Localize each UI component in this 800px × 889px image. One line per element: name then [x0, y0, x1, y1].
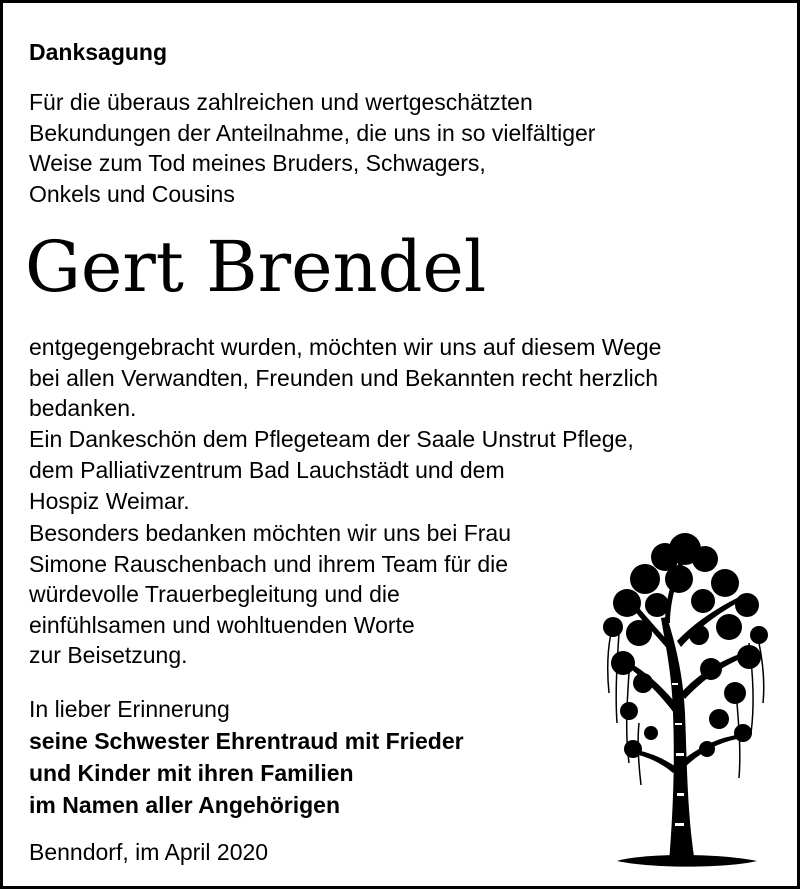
place-date: Benndorf, im April 2020 [29, 839, 269, 865]
thanks-line: Ein Dankeschön dem Pflegeteam der Saale Unstrut Pflege, [29, 426, 634, 453]
intro-line: Bekundungen der Anteilnahme, die uns in so vielfältiger [29, 119, 596, 146]
deceased-name: Gert Brendel [25, 226, 487, 308]
special-thanks-line: zur Beisetzung. [29, 642, 188, 668]
intro-paragraph [29, 87, 595, 209]
birch-tree-icon [599, 523, 771, 875]
signature-line: und Kinder mit ihren Familien [29, 760, 354, 786]
special-thanks-paragraph [29, 518, 511, 671]
intro-line: Für die überaus zahlreichen und wertgeschätzten [29, 89, 533, 115]
special-thanks-line: einfühlsamen und wohltuenden Worte [29, 611, 415, 638]
thanks-line: bei allen Verwandten, Freunden und Bekannten recht herzlich [29, 364, 659, 391]
thanks-line: Hospiz Weimar. [29, 487, 190, 514]
signature-line: im Namen aller Angehörigen [29, 792, 340, 818]
thanks-line: bedanken. [29, 395, 137, 422]
intro-line: Weise zum Tod meines Bruders, Schwagers, [29, 150, 486, 176]
special-thanks-line: Besonders bedanken möchten wir uns bei Frau [29, 520, 512, 546]
regards-line: In lieber Erinnerung [29, 696, 230, 722]
thanks-paragraph [29, 332, 661, 516]
thanks-line: entgegengebracht wurden, möchten wir uns auf diesem Wege [29, 334, 662, 360]
special-thanks-line: Simone Rauschenbach und ihrem Team für die [29, 550, 509, 577]
closing-block [29, 693, 464, 821]
signature-line: seine Schwester Ehrentraud mit Frieder [29, 728, 464, 754]
thanks-line: dem Palliativzentrum Bad Lauchstädt und dem [29, 456, 505, 483]
special-thanks-line: würdevolle Trauerbegleitung und die [29, 581, 400, 607]
heading: Danksagung [29, 39, 168, 65]
intro-line: Onkels und Cousins [29, 180, 235, 207]
